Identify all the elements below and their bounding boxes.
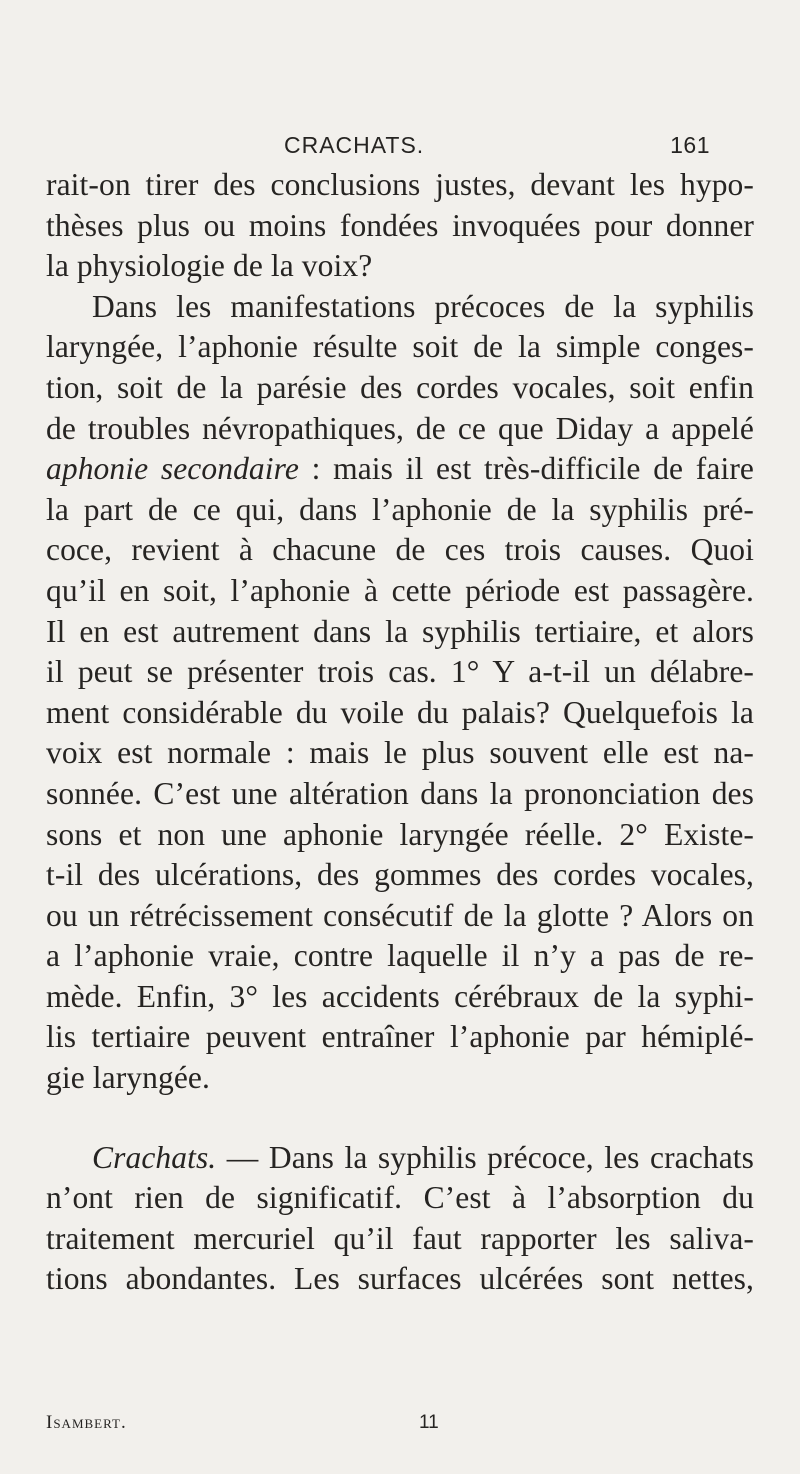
running-header [250,132,710,162]
text-line: traitement mercuriel qu’il faut rapporter les saliva- [46,1220,754,1256]
body-text [46,165,754,1300]
text-line: n’ont rien de significatif. C’est à l’absorption du [46,1180,754,1216]
text-line [46,1138,754,1179]
text-line: sons et non une aphonie laryngée réelle. 2° Existe- [46,816,754,852]
text-line: a l’aphonie vraie, contre laquelle il n’y a pas de re- [46,938,754,974]
text-line: ou un rétrécissement consécutif de la glotte ? Alors on [46,897,754,933]
text-line [46,449,754,490]
text-line: qu’il en soit, l’aphonie à cette période est passagère. [46,572,754,608]
paragraph-gap [46,1099,754,1138]
text-line: ment considérable du voile du palais? Quelquefois la [46,694,754,730]
italic-term: aphonie secondaire [46,451,299,487]
text-line: Il en est autrement dans la syphilis tertiaire, et alors [46,613,754,649]
text-line: de troubles névropathiques, de ce que Diday a appelé [46,410,754,446]
text-fragment: : mais il est très-difficile de faire [298,451,754,487]
text-line: Dans les manifestations précoces de la syphilis [92,288,754,324]
text-line: rait-on tirer des conclusions justes, devant les hypo- [46,167,754,202]
text-line: tions abondantes. Les surfaces ulcérées sont nettes, [46,1261,754,1297]
section-lead-italic: Crachats. [92,1139,217,1175]
text-line: la part de ce qui, dans l’aphonie de la syphilis pré- [46,491,754,527]
text-line: tion, soit de la parésie des cordes vocales, soit enfin [46,369,754,405]
signature-author: Isambert. [46,1412,127,1433]
text-line: mède. Enfin, 3° les accidents cérébraux de la syphi- [46,978,754,1014]
text-line: lis tertiaire peuvent entraîner l’aphonie par hémiplé- [46,1019,754,1055]
text-line: gie laryngée. [46,1060,210,1096]
text-line: t-il des ulcérations, des gommes des cordes vocales, [46,857,754,893]
text-line: il peut se présenter trois cas. 1° Y a-t-il un délabre- [46,654,754,690]
text-line: thèses plus ou moins fondées invoquées pour donner [46,207,754,243]
text-line: laryngée, l’aphonie résulte soit de la simple conges- [46,329,754,365]
signature-mark: 11 [419,1412,439,1433]
printer-signature [46,1412,754,1438]
text-line: la physiologie de la voix? [46,248,373,284]
text-line: voix est normale : mais le plus souvent elle est na- [46,735,754,771]
text-line: sonnée. C’est une altération dans la prononciation des [46,775,754,811]
text-line: coce, revient à chacune de ces trois causes. Quoi [46,532,754,568]
running-title: CRACHATS. [284,132,425,158]
page-number: 161 [670,132,710,158]
text-fragment: — Dans la syphilis précoce, les crachats [216,1139,754,1175]
